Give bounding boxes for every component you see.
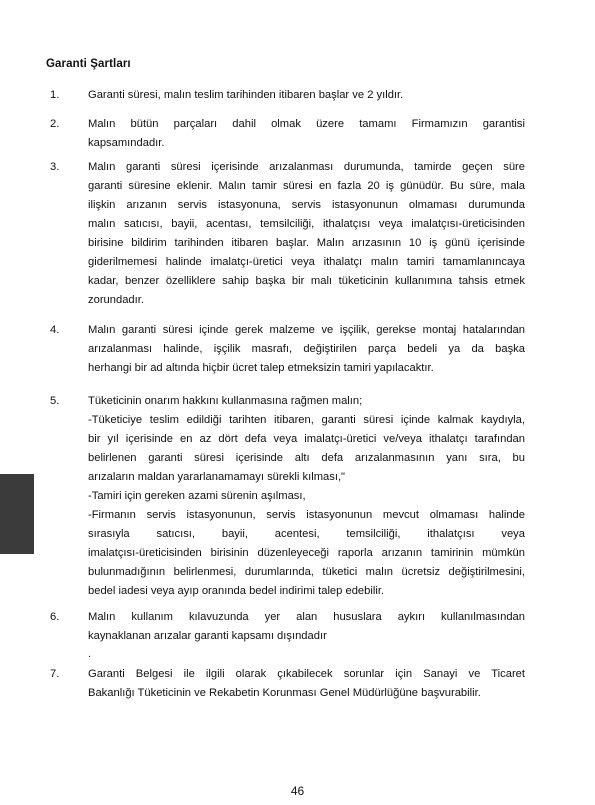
item-text [88, 86, 525, 105]
item-line: sırasıyla satıcısı, bayii, acentesi, temsilciliği, ithalatçısı veya [88, 528, 525, 540]
item-line: Malın bütün parçaları dahil olmak üzere tamamı Firmamızın garantisi [88, 118, 525, 130]
item-line: zorundadır. [88, 294, 144, 306]
page-number: 46 [290, 784, 305, 798]
item-number: 2. [50, 118, 60, 130]
page-title: Garanti Şartları [46, 58, 131, 70]
item-line: Tüketicinin onarım hakkını kullanmasına rağmen malın; [88, 395, 363, 407]
item-line: malın satıcısı, bayii, acentası, temsilciliği, ithalatçısı veya imalatçısı-üreticisinden [88, 218, 525, 230]
list-item [50, 158, 525, 310]
item-line: birisine bildirim tarihinden itibaren başlar. Malın arızasının 10 iş günü içerisinde [88, 237, 525, 249]
item-number: 7. [50, 668, 60, 680]
item-line: -Firmanın servis istasyonunun, servis istasyonunun mevcut olmaması halinde [88, 509, 525, 521]
item-line: kadar, benzer özelliklere sahip başka bir malı tüketicinin kullanımına tahsis etmek [88, 275, 525, 287]
item-line: kapsamındadır. [88, 137, 165, 149]
list-item [50, 321, 525, 378]
item-line: arızaların maldan yararlanamamayı sürekli kılması," [88, 471, 346, 483]
item-number: 4. [50, 324, 60, 336]
item-line: kaynaklanan arızalar garanti kapsamı dışındadır [88, 630, 327, 642]
item-line: Malın kullanım kılavuzunda yer alan hususlara aykırı kullanılmasından [88, 611, 525, 623]
item-line: herhangi bir ad altında hiçbir ücret talep etmeksizin tamiri yapılacaktır. [88, 362, 434, 374]
item-line: giderilmemesi halinde imalatçı-üretici veya ithalatçı malın tamiri tamamlanıncaya [88, 256, 525, 268]
item-number: 6. [50, 611, 60, 623]
list-item [50, 608, 525, 663]
item-line: bir yıl içerisinde en az dört defa veya imalatçı-üretici ve/veya ithalatçı tarafından [88, 433, 525, 445]
list-item [50, 86, 525, 105]
item-text [88, 665, 525, 703]
list-item [50, 392, 525, 601]
item-line: Garanti Belgesi ile ilgili olarak çıkabilecek sorunlar için Sanayi ve Ticaret [88, 668, 525, 680]
side-tab-marker [0, 474, 34, 554]
item-number: 1. [50, 89, 60, 101]
item-line: imalatçısı-üreticisinden birisinin düzenleyeceği raporla arızanın tamirinin mümkün [88, 547, 525, 559]
item-text [88, 158, 525, 310]
item-line: garanti süresine eklenir. Malın tamir süresi en fazla 20 iş günüdür. Bu süre, mala [88, 180, 525, 192]
item-line: belirlenen garanti süresi içerisinde altı defa arızalanmasının yanı sıra, bu [88, 452, 525, 464]
item-line: bulunmadığının belirlenmesi, durumlarında, tüketici malın ücretsiz değiştirilmesini, [88, 566, 525, 578]
item-line: ilişkin arızanın servis istasyonuna, servis istasyonunun olmaması durumunda [88, 199, 525, 211]
item-number: 5. [50, 395, 60, 407]
item-text [88, 392, 525, 601]
item-line: bedel iadesi veya ayıp oranında bedel indirimi talep edebilir. [88, 585, 385, 597]
item-number: 3. [50, 161, 60, 173]
item-line: . [88, 648, 92, 660]
item-text [88, 321, 525, 378]
item-line: arızalanması halinde, işçilik masrafı, değiştirilen parça bedeli ya da başka [88, 343, 525, 355]
item-text [88, 608, 525, 663]
list-item [50, 665, 525, 703]
item-line: Bakanlığı Tüketicinin ve Rekabetin Korunması Genel Müdürlüğüne başvurabilir. [88, 687, 481, 699]
list-item [50, 115, 525, 153]
item-line: -Tamiri için gereken azami sürenin aşılması, [88, 490, 306, 502]
item-line: -Tüketiciye teslim edildiği tarihten itibaren, garanti süresi içinde kalmak kaydıyla, [88, 414, 525, 426]
item-line: Malın garanti süresi içerisinde arızalanması durumunda, tamirde geçen süre [88, 161, 525, 173]
item-text [88, 115, 525, 153]
item-line: Malın garanti süresi içinde gerek malzeme ve işçilik, gerekse montaj hatalarından [88, 324, 525, 336]
item-line: Garanti süresi, malın teslim tarihinden itibaren başlar ve 2 yıldır. [88, 89, 404, 101]
